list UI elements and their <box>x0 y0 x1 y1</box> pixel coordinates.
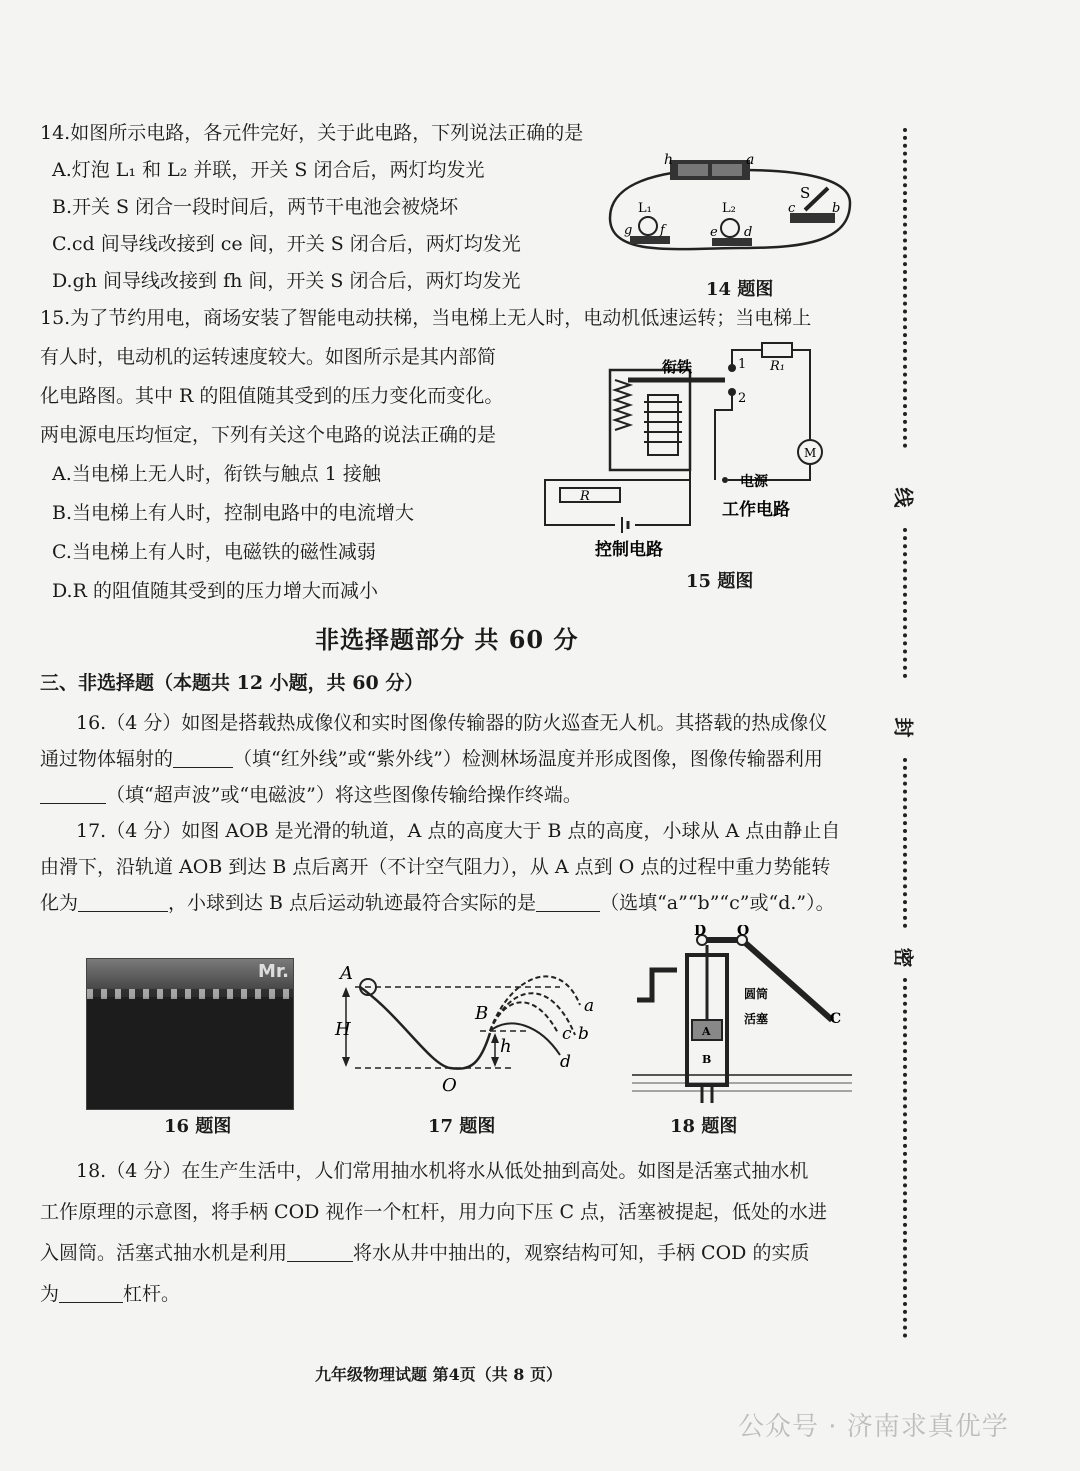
q15-stem-line1: 15.为了节约用电，商场安装了智能电动扶梯，当电梯上无人时，电动机低速运转；当电梯上 <box>40 307 812 329</box>
label-h: h <box>500 1036 512 1057</box>
q15-option-a: A.当电梯上无人时，衔铁与触点 1 接触 <box>52 463 381 485</box>
label-C: C <box>830 1011 842 1027</box>
photo-treeline <box>87 989 293 999</box>
q18-line1: 18.（4 分）在生产生活中，人们常用抽水机将水从低处抽到高处。如图是活塞式抽水机 <box>76 1160 809 1182</box>
q16-drone-photo <box>86 958 294 1110</box>
label-d: d <box>744 225 753 240</box>
q18-line2: 工作原理的示意图，将手柄 COD 视作一个杠杆，用力向下压 C 点，活塞被提起，低处的水进 <box>40 1201 828 1223</box>
label-motor: M <box>804 446 817 460</box>
electromagnet-icon <box>648 395 678 455</box>
q14-figure-caption: 14 题图 <box>706 279 774 300</box>
q18-line3-b: 将水从井中抽出的，观察结构可知，手柄 COD 的实质 <box>353 1242 810 1264</box>
q16-line2-a: 通过物体辐射的 <box>40 748 174 770</box>
q15-option-c: C.当电梯上有人时，电磁铁的磁性减弱 <box>52 541 376 563</box>
label-d: d <box>560 1052 571 1072</box>
resistor-r <box>560 488 620 502</box>
binding-dots-1 <box>903 128 911 448</box>
binding-char-line: 线 <box>891 487 916 508</box>
section-title: 非选择题部分 共 60 分 <box>315 625 579 654</box>
q18-pump-figure <box>632 925 852 1105</box>
q17-line3 <box>40 890 835 916</box>
label-A: A <box>340 963 353 984</box>
q17-blank-1[interactable] <box>78 911 168 912</box>
label-control-circuit: 控制电路 <box>595 540 663 560</box>
label-A: A <box>702 1025 711 1038</box>
q17-blank-2[interactable] <box>536 911 600 912</box>
q16-line3-b: （填“超声波”或“电磁波”）将这些图像传输给操作终端。 <box>106 784 582 806</box>
q15-stem-line4: 两电源电压均恒定，下列有关这个电路的说法正确的是 <box>40 424 497 446</box>
q18-blank-2[interactable] <box>59 1302 123 1303</box>
pump-handle <box>702 940 832 1020</box>
q16-line3 <box>40 782 582 808</box>
track-path <box>360 987 490 1069</box>
label-c: c <box>788 201 796 216</box>
watermark: 公众号 · 济南求真优学 <box>738 1412 1009 1442</box>
label-B: B <box>702 1053 712 1066</box>
q14-option-c: C.cd 间导线改接到 ce 间，开关 S 闭合后，两灯均发光 <box>52 233 521 255</box>
label-D: D <box>694 925 707 939</box>
label-g: g <box>624 223 633 238</box>
label-h: h <box>664 152 674 168</box>
label-O: O <box>442 1075 457 1096</box>
q16-blank-2[interactable] <box>40 803 106 804</box>
q14-option-b: B.开关 S 闭合一段时间后，两节干电池会被烧坏 <box>52 196 459 218</box>
label-a: a <box>746 152 755 168</box>
label-B: B <box>475 1003 489 1024</box>
photo-mark: Mr. <box>257 961 289 982</box>
label-contact1: 1 <box>738 357 747 372</box>
q17-line2: 由滑下，沿轨道 AOB 到达 B 点后离开（不计空气阻力），从 A 点到 O 点的过程中重力势能转 <box>40 856 831 878</box>
binding-char-secret: 密 <box>891 947 916 968</box>
binding-dots-3 <box>903 758 911 928</box>
q15-option-b: B.当电梯上有人时，控制电路中的电流增大 <box>52 502 415 524</box>
label-b: b <box>578 1024 589 1044</box>
q17-line3-c: （选填“a”“b”“c”或“d.”）。 <box>600 892 835 914</box>
q14-option-a: A.灯泡 L₁ 和 L₂ 并联，开关 S 闭合后，两灯均发光 <box>52 159 485 181</box>
q18-blank-1[interactable] <box>287 1261 353 1262</box>
q15-stem-line3: 化电路图。其中 R 的阻值随其受到的压力变化而变化。 <box>40 385 504 407</box>
label-a: a <box>584 996 595 1016</box>
q18-line4 <box>40 1281 180 1307</box>
label-cylinder: 圆筒 <box>744 987 769 1001</box>
label-f: f <box>660 223 665 238</box>
label-l2: L₂ <box>722 201 736 216</box>
label-work-circuit: 工作电路 <box>722 500 790 520</box>
label-l1: L₁ <box>638 201 652 216</box>
q18-figure-caption: 18 题图 <box>670 1116 738 1137</box>
page-footer: 九年级物理试题 第4页（共 8 页） <box>315 1365 562 1384</box>
q18-line3-a: 入圆筒。活塞式抽水机是利用 <box>40 1242 288 1264</box>
label-b: b <box>832 201 841 216</box>
bulb-l2-icon <box>721 219 739 237</box>
label-O: O <box>737 925 750 939</box>
q14-stem: 14.如图所示电路，各元件完好，关于此电路，下列说法正确的是 <box>40 122 584 144</box>
q14-circuit-figure <box>600 148 860 268</box>
q18-line3 <box>40 1240 809 1266</box>
bulb-l1-icon <box>639 217 657 235</box>
label-s: S <box>800 184 811 202</box>
q17-line3-a: 化为 <box>40 892 79 914</box>
label-power: 电源 <box>740 474 768 490</box>
section-heading: 三、非选择题（本题共 12 小题，共 60 分） <box>40 672 424 694</box>
q16-line2 <box>40 746 823 772</box>
label-r1: R₁ <box>770 359 785 374</box>
label-e: e <box>710 225 718 240</box>
q15-figure-caption: 15 题图 <box>686 571 754 592</box>
trajectory-c <box>490 1002 558 1033</box>
q16-line2-b: （填“红外线”或“紫外线”）检测林场温度并形成图像，图像传输器利用 <box>233 748 823 770</box>
q17-line1: 17.（4 分）如图 AOB 是光滑的轨道，A 点的高度大于 B 点的高度，小球从 A 点由静止自 <box>76 820 841 842</box>
label-piston: 活塞 <box>744 1012 769 1026</box>
binding-dots-2 <box>903 528 911 678</box>
label-H: H <box>335 1019 351 1040</box>
binding-margin <box>891 128 916 1338</box>
q17-line3-b: ，小球到达 B 点后运动轨迹最符合实际的是 <box>168 892 537 914</box>
q18-line4-a: 为 <box>40 1283 60 1305</box>
q16-blank-1[interactable] <box>173 767 233 768</box>
label-contact2: 2 <box>738 391 747 406</box>
binding-dots-4 <box>903 978 911 1338</box>
label-armature: 衔铁 <box>662 358 693 376</box>
q15-circuit-figure <box>540 340 830 565</box>
label-c: c <box>562 1024 572 1044</box>
q17-track-figure <box>330 955 600 1100</box>
label-r: R <box>580 489 590 504</box>
q15-option-d: D.R 的阻值随其受到的压力增大而减小 <box>52 580 378 602</box>
switch-icon <box>790 213 835 223</box>
q16-line1: 16.（4 分）如图是搭载热成像仪和实时图像传输器的防火巡查无人机。其搭载的热成像仪 <box>76 712 828 734</box>
trajectory-a <box>490 976 580 1031</box>
q15-stem-line2: 有人时，电动机的运转速度较大。如图所示是其内部简 <box>40 346 497 368</box>
q17-figure-caption: 17 题图 <box>428 1116 496 1137</box>
spring-icon <box>615 380 630 430</box>
q14-option-d: D.gh 间导线改接到 fh 间，开关 S 闭合后，两灯均发光 <box>52 270 521 292</box>
q18-line4-b: 杠杆。 <box>123 1283 181 1305</box>
binding-char-seal: 封 <box>891 717 916 738</box>
q16-figure-caption: 16 题图 <box>164 1116 232 1137</box>
